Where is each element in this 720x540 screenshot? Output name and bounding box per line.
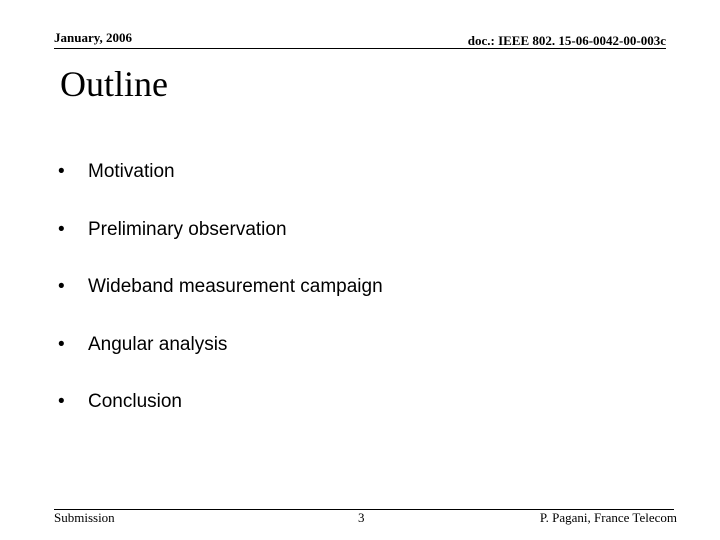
footer-submission: Submission [54,510,115,525]
list-item [58,388,383,416]
list-item [58,158,383,186]
bullet-text: Angular analysis [88,333,228,355]
header-doc-id: doc.: IEEE 802. 15-06-0042-00-003c [467,33,666,48]
header-divider [54,48,666,49]
bullet-text: Wideband measurement campaign [88,276,383,297]
footer-page-number: 3 [358,510,365,525]
list-item [58,331,383,359]
bullet-icon: • [58,391,65,412]
bullet-icon: • [58,218,65,240]
bullet-icon: • [58,276,65,297]
list-item [58,216,383,244]
footer-author: P. Pagani, France Telecom [539,510,677,525]
bullet-icon: • [58,161,65,182]
bullet-text: Motivation [88,161,175,182]
bullet-icon: • [58,333,65,355]
slide-title: Outline [60,64,168,104]
bullet-text: Conclusion [88,391,182,412]
header-date: January, 2006 [54,30,133,45]
bullet-list [58,158,383,446]
list-item [58,273,383,301]
bullet-text: Preliminary observation [88,218,287,240]
